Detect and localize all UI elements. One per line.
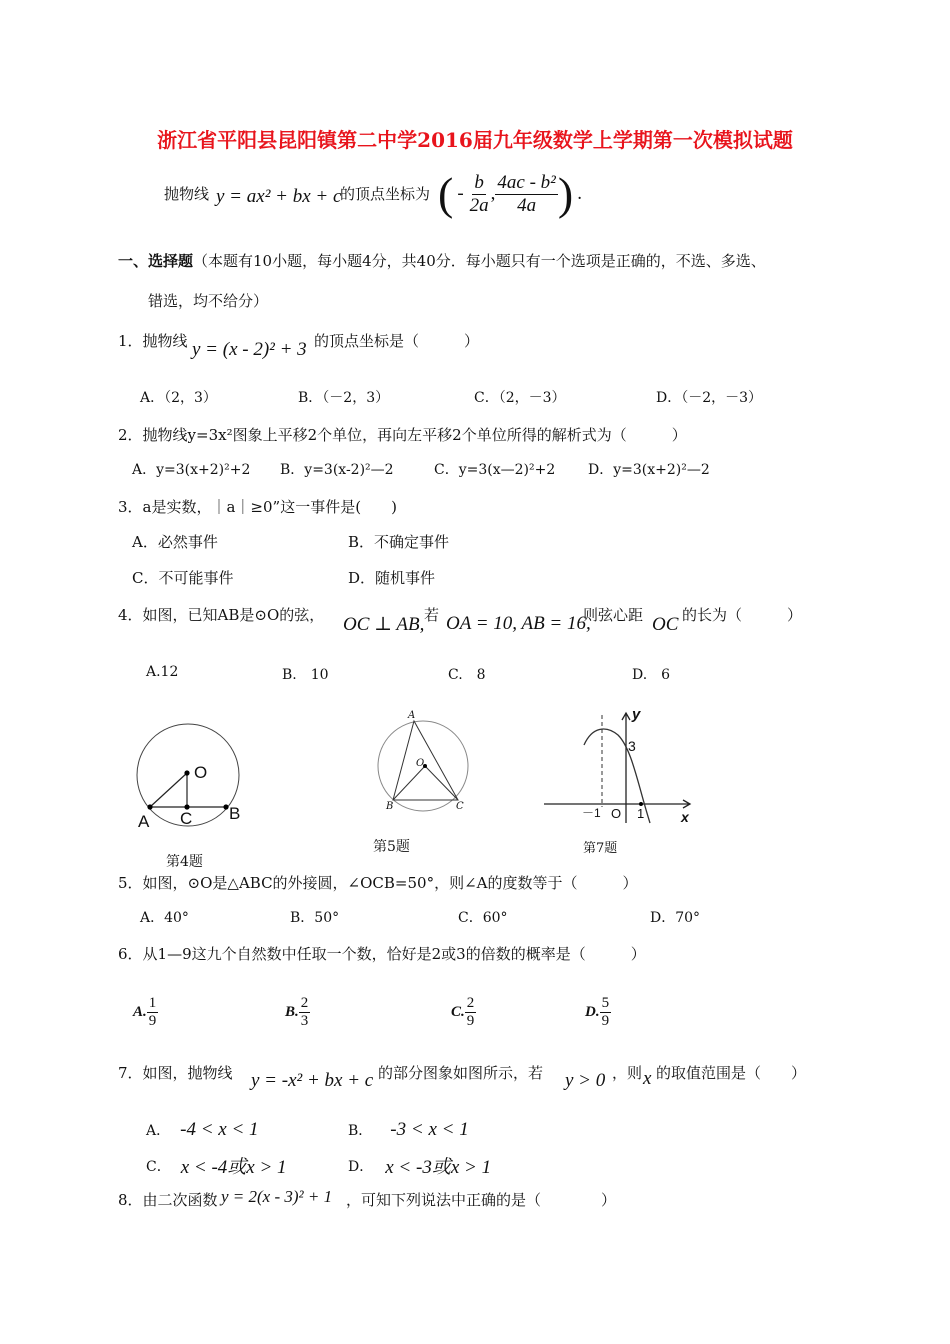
q7-option-c bbox=[146, 1152, 287, 1179]
q1-option-a: A．（2，3） bbox=[140, 390, 217, 406]
fig4-point-o bbox=[184, 770, 189, 775]
vertex-x-numerator: b bbox=[474, 171, 484, 193]
fig4-label-b: B bbox=[229, 804, 241, 823]
q6-option-d-num: 5 bbox=[600, 995, 612, 1013]
q4-math-1: OC ⊥ AB, bbox=[343, 614, 425, 635]
q7-option-d bbox=[348, 1152, 491, 1179]
q7-option-b-label: B． bbox=[348, 1123, 373, 1139]
vertex-y-fraction bbox=[495, 172, 557, 217]
q7-option-c-math: x < -4或x > 1 bbox=[180, 1157, 287, 1178]
fig5-label-c: C bbox=[456, 801, 464, 812]
q6-option-c bbox=[451, 995, 476, 1031]
q1-equation: y = (x - 2)² + 3 bbox=[192, 339, 307, 360]
formula-note-equation: y = ax² + bx + c bbox=[216, 186, 342, 207]
fig5-label-o: O bbox=[416, 758, 425, 769]
page-title: 浙江省平阳县昆阳镇第二中学2016届九年级数学上学期第一次模拟试题 bbox=[157, 128, 793, 152]
q4-option-c: C. 8 bbox=[448, 667, 486, 683]
fig4-label-o: O bbox=[194, 763, 208, 782]
q6-option-d-den: 9 bbox=[601, 1013, 610, 1030]
vertex-formula: ( - $\frac{b}{2a}$ , $\frac{\text{4ac - b²}}{4a}$ ) . bbox=[438, 168, 582, 219]
q6-option-b-fraction bbox=[299, 995, 311, 1031]
q5-option-c: C．60° bbox=[458, 910, 508, 926]
q7-math-3: x bbox=[643, 1068, 652, 1089]
fig4-point-a bbox=[147, 804, 152, 809]
q3-option-d: D．随机事件 bbox=[348, 569, 436, 587]
q1-option-d: D．（－2，－3） bbox=[656, 390, 763, 406]
q2-option-a: A．y=3(x+2)²+2 bbox=[132, 462, 251, 478]
q6-text: 6．从1—9这九个自然数中任取一个数，恰好是2或3的倍数的概率是（ ） bbox=[118, 945, 646, 963]
q6-option-d-label: D. bbox=[585, 1004, 600, 1021]
vertex-y-numerator: 4ac - b² bbox=[497, 171, 556, 193]
q4-math-3: OC bbox=[652, 614, 679, 635]
q6-option-b-num: 2 bbox=[299, 995, 311, 1013]
q5-option-a: A．40° bbox=[140, 910, 189, 926]
q7-option-a bbox=[146, 1119, 259, 1141]
formula-note-prefix: 抛物线 bbox=[164, 185, 210, 203]
fig5-caption: 第5题 bbox=[373, 839, 410, 855]
q7-option-c-label: C． bbox=[146, 1158, 171, 1175]
fig4-label-c: C bbox=[180, 809, 193, 828]
q4-option-a: A.12 bbox=[146, 664, 179, 680]
fig7-label-3: 3 bbox=[628, 738, 636, 754]
q1-option-c: C．（2，－3） bbox=[474, 390, 566, 406]
section-desc: （本题有10小题，每小题4分，共40分．每小题只有一个选项是正确的，不选、多选、 bbox=[193, 252, 766, 270]
q1-option-b: B．（－2，3） bbox=[298, 390, 390, 406]
q7-text-2: 的部分图象如图所示，若 bbox=[378, 1064, 544, 1082]
q2-option-b: B．y=3(x-2)²—2 bbox=[280, 462, 394, 478]
q7-math-2: y > 0 bbox=[565, 1070, 606, 1091]
q7-option-d-label: D． bbox=[348, 1158, 374, 1175]
q6-option-d-fraction bbox=[600, 995, 612, 1031]
q4-option-d: D. 6 bbox=[632, 667, 671, 683]
section-heading: 一、选择题 bbox=[118, 252, 194, 270]
section-heading-line bbox=[118, 250, 766, 271]
q6-option-a bbox=[133, 995, 158, 1031]
q6-option-a-fraction bbox=[147, 995, 159, 1031]
vertex-y-denominator: 4a bbox=[517, 194, 537, 216]
vertex-neg-sign: - bbox=[457, 183, 464, 204]
fig5-label-b: B bbox=[386, 801, 394, 812]
q7-text-1: 7．如图，抛物线 bbox=[118, 1064, 233, 1082]
q6-option-d bbox=[585, 995, 611, 1031]
fig7-label-neg1: －1 bbox=[582, 806, 601, 820]
q7-option-a-math: -4 < x < 1 bbox=[180, 1119, 259, 1140]
q7-text-4: 的取值范围是（ ） bbox=[656, 1064, 807, 1082]
q7-option-a-label: A． bbox=[146, 1123, 171, 1139]
q7-option-b-math: -3 < x < 1 bbox=[390, 1119, 469, 1140]
q7-text-3: ，则 bbox=[612, 1064, 643, 1082]
q7-option-d-math: x < -3或x > 1 bbox=[385, 1157, 492, 1178]
q3-option-c: C．不可能事件 bbox=[132, 569, 234, 587]
q6-option-b-label: B. bbox=[285, 1004, 299, 1021]
q4-text-1: 4．如图，已知AB是⊙O的弦， bbox=[118, 606, 325, 624]
fig4-label-a: A bbox=[138, 812, 150, 831]
fig7-caption: 第7题 bbox=[583, 841, 618, 856]
q3-option-b: B．不确定事件 bbox=[348, 533, 450, 551]
q5-text: 5．如图，⊙O是△ABC的外接圆，∠OCB=50°，则∠A的度数等于（ ） bbox=[118, 874, 638, 892]
fig4-point-b bbox=[223, 804, 228, 809]
fig7-label-o: O bbox=[611, 806, 622, 821]
q4-text-4: 的长为（ ） bbox=[682, 606, 803, 624]
fig5-triangle bbox=[393, 721, 458, 800]
q2-option-c: C．y=3(x—2)²+2 bbox=[434, 462, 556, 478]
q6-option-a-num: 1 bbox=[147, 995, 159, 1013]
fig4-segment-oa bbox=[150, 773, 187, 807]
q5-option-b: B．50° bbox=[290, 910, 340, 926]
q4-text-3: 则弦心距 bbox=[583, 606, 644, 624]
fig7-label-y: y bbox=[632, 706, 641, 723]
fig7-label-x: x bbox=[681, 809, 689, 825]
q6-option-c-fraction bbox=[465, 995, 477, 1031]
q6-option-a-den: 9 bbox=[148, 1013, 157, 1030]
q8-text-2: ，可知下列说法中正确的是（ ） bbox=[346, 1191, 617, 1209]
q6-option-b-den: 3 bbox=[300, 1013, 309, 1030]
fig4-caption: 第4题 bbox=[166, 854, 203, 870]
fig7-label-1: 1 bbox=[637, 806, 645, 821]
q6-option-b bbox=[285, 995, 310, 1031]
q2-option-d: D．y=3(x+2)²—2 bbox=[588, 462, 710, 478]
q2-text: 2．抛物线y=3x²图象上平移2个单位，再向左平移2个单位所得的解析式为（ ） bbox=[118, 426, 687, 444]
q8-text-1: 8．由二次函数 bbox=[118, 1191, 218, 1209]
vertex-x-fraction bbox=[468, 172, 491, 217]
q8-math-1: y = 2(x - 3)² + 1 bbox=[221, 1187, 333, 1206]
formula-note-middle: 的顶点坐标为 bbox=[340, 185, 431, 203]
q4-option-b: B. 10 bbox=[282, 667, 329, 683]
q6-option-c-den: 9 bbox=[466, 1013, 475, 1030]
q3-option-a: A．必然事件 bbox=[132, 533, 218, 551]
q4-math-2: OA = 10, AB = 16, bbox=[446, 613, 591, 634]
q4-text-2: 若 bbox=[424, 606, 440, 624]
q6-option-a-label: A. bbox=[133, 1004, 147, 1021]
vertex-comma: , bbox=[490, 183, 496, 204]
section-desc-2: 错选，均不给分） bbox=[148, 292, 269, 310]
q5-option-d: D．70° bbox=[650, 910, 701, 926]
formula-note-end: . bbox=[577, 183, 582, 204]
q3-text: 3．a是实数，｜a｜≥0”这一事件是( ) bbox=[118, 498, 397, 516]
q1-number: 1．抛物线 bbox=[118, 332, 188, 350]
q1-text: 的顶点坐标是（ ） bbox=[314, 332, 480, 350]
q6-option-c-label: C. bbox=[451, 1004, 465, 1021]
vertex-x-denominator: 2a bbox=[469, 194, 489, 216]
q6-option-c-num: 2 bbox=[465, 995, 477, 1013]
q7-math-1: y = -x² + bx + c bbox=[251, 1070, 374, 1091]
fig5-label-a: A bbox=[408, 710, 416, 721]
q7-option-b bbox=[348, 1119, 469, 1141]
